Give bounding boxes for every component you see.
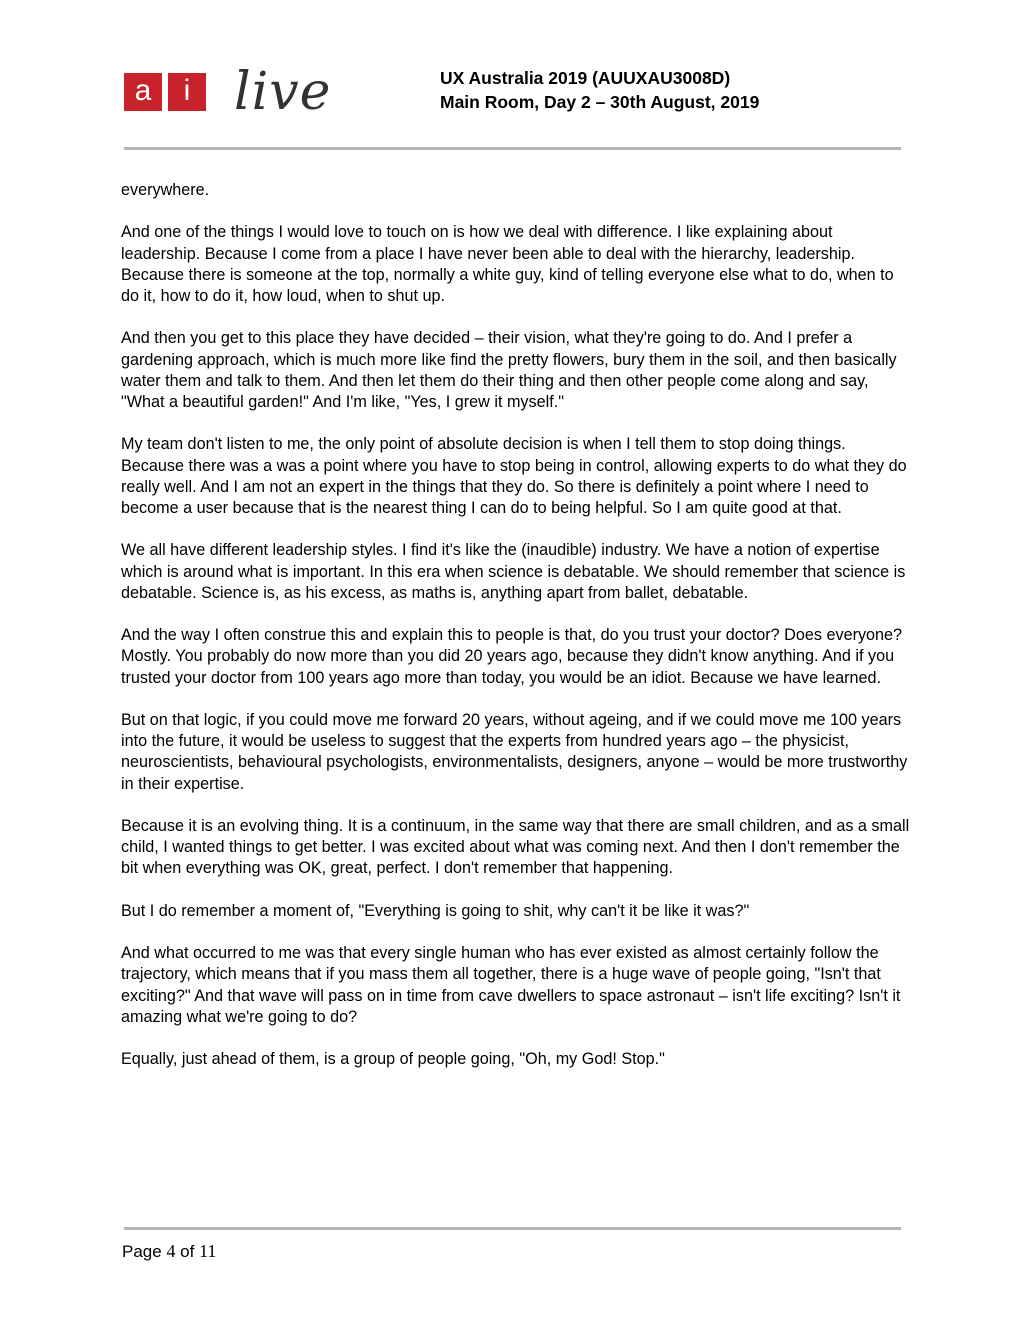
paragraph: We all have different leadership styles. I find it's like the (inaudible) industry. We have a notion of expertise which is around what is important. In this era when science is debatable. We should remember that science is debatable. Science is, as his excess, as maths is, anything apart from ballet, debatable. xyxy=(121,541,906,602)
paragraph: And one of the things I would love to touch on is how we deal with difference. I like explaining about leadership. Because I come from a place I have never been able to deal with the hierarchy, leadership. Because there is someone at the top, normally a white guy, kind of telling everyone else what to do, when to do it, how to do it, how loud, when to shut up. xyxy=(121,223,894,305)
paragraph: My team don't listen to me, the only point of absolute decision is when I tell them to stop doing things. Because there was a was a point where you have to stop being in control, allowing experts to do what they do really well. And I am not an expert in the things that they do. So there is definitely a point where I need to become a user because that is the nearest thing I can do to being helpful. So I am quite good at that. xyxy=(121,435,907,517)
of-label: of xyxy=(180,1242,195,1261)
paragraph: But on that logic, if you could move me forward 20 years, without ageing, and if we could move me 100 years into the future, it would be useless to suggest that the experts from hundred years ago – the physicist, neuroscientists, behavioural psychologists, environmentalists, designers, anyone – would be more trustworthy in their expertise. xyxy=(121,710,908,793)
paragraph: everywhere. xyxy=(121,181,210,199)
paragraph: And then you get to this place they have decided – their vision, what they're going to do. And I prefer a gardening approach, which is much more like find the pretty flowers, bury them in the soil, and then basically water them and talk to them. And then let them do their thing and then other people come along and say, "What a beautiful garden!" And I'm like, "Yes, I grew it myself." xyxy=(121,329,897,411)
document-header xyxy=(440,66,759,114)
logo-letter-a: a xyxy=(124,73,162,111)
paragraph: But I do remember a moment of, "Everything is going to shit, why can't it be like it was?" xyxy=(121,901,750,920)
header-event-title: UX Australia 2019 (AUUXAU3008D) xyxy=(440,68,731,88)
logo-letter-i: i xyxy=(168,73,206,111)
page-footer xyxy=(122,1240,216,1263)
page-number: 4 xyxy=(166,1241,176,1261)
header-divider xyxy=(124,147,901,150)
total-pages: 11 xyxy=(199,1241,217,1261)
transcript-body xyxy=(121,180,911,1092)
ai-live-logo xyxy=(124,62,340,128)
logo-word-live: live xyxy=(234,62,332,122)
header-session-info: Main Room, Day 2 – 30th August, 2019 xyxy=(440,92,760,112)
paragraph: Because it is an evolving thing. It is a continuum, in the same way that there are small children, and as a small child, I wanted things to get better. I was excited about what was coming next. And then I don't remember the bit when everything was OK, great, perfect. I don't remember that happening. xyxy=(121,816,910,878)
paragraph: And the way I often construe this and explain this to people is that, do you trust your doctor? Does everyone? Mostly. You probably do now more than you did 20 years ago, because they didn't know anything. And if you trusted your doctor from 100 years ago more than today, you would be an idiot. Because we have learned. xyxy=(121,626,903,687)
page-label: Page xyxy=(122,1242,162,1261)
paragraph: Equally, just ahead of them, is a group of people going, "Oh, my God! Stop." xyxy=(121,1050,665,1069)
footer-divider xyxy=(124,1227,901,1230)
paragraph: And what occurred to me was that every single human who has ever existed as almost certainly follow the trajectory, which means that if you mass them all together, there is a huge wave of people going, "Isn't that exciting?" And that wave will pass on in time from cave dwellers to space astronaut – isn't life exciting? Isn't it amazing what we're going to do? xyxy=(121,944,901,1026)
